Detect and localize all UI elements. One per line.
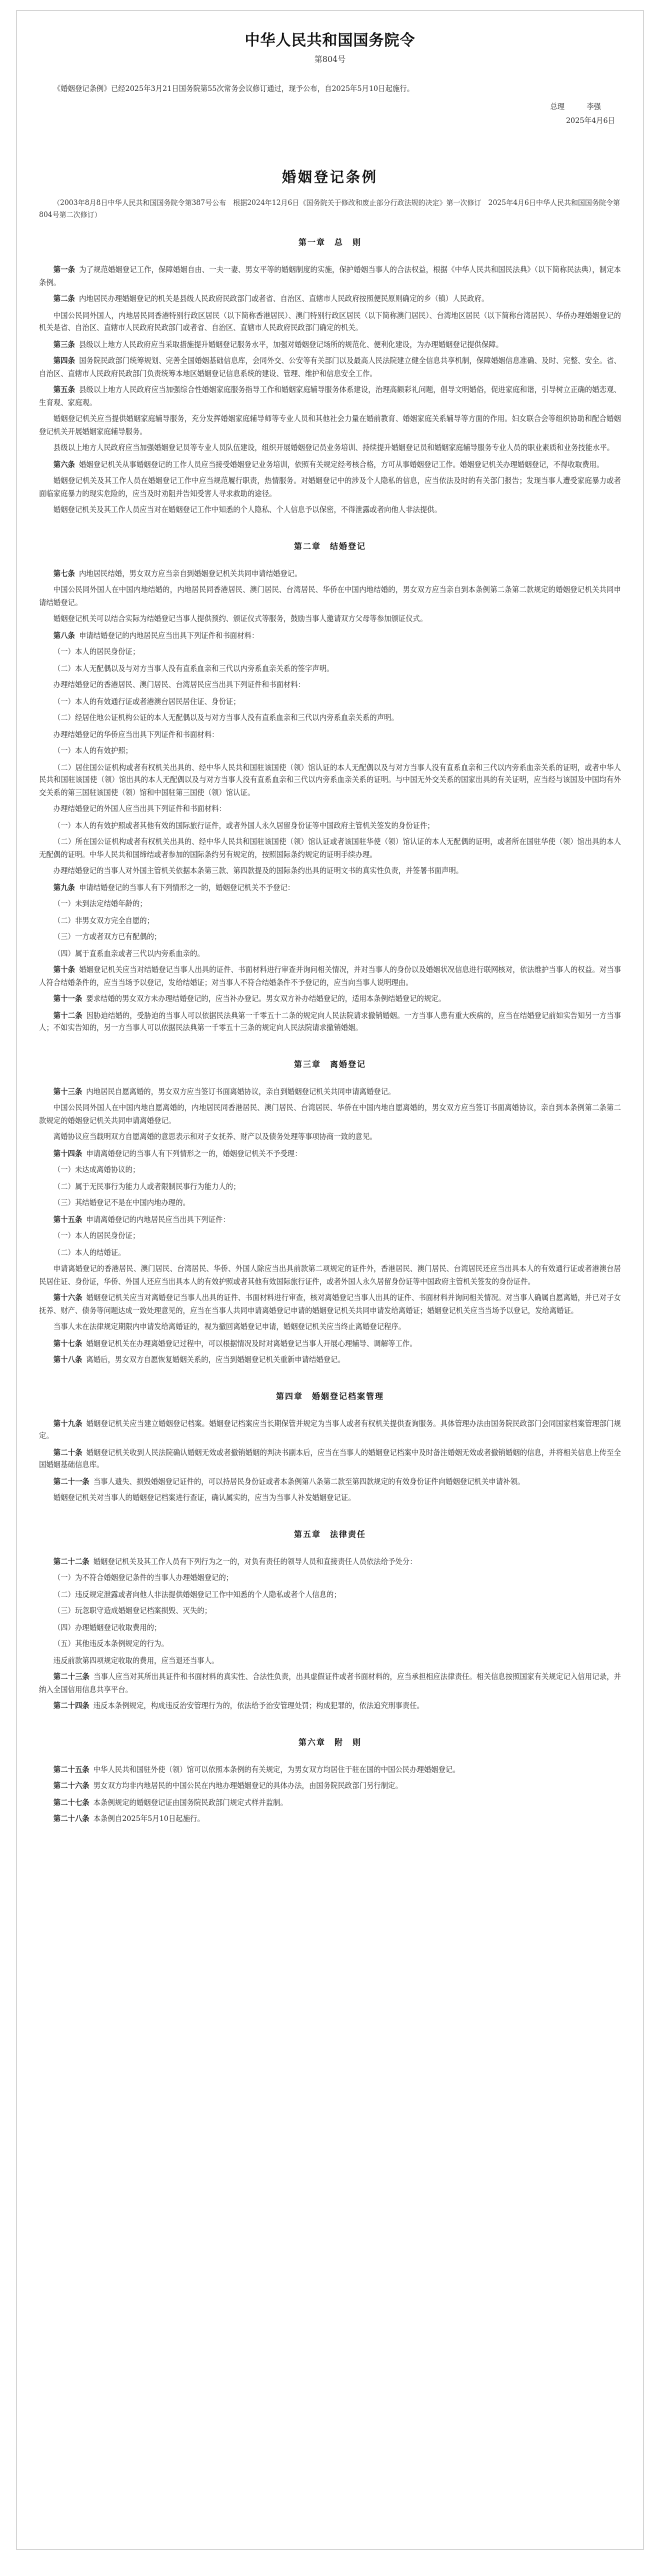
article-paragraph <box>39 355 621 380</box>
article-text: 离婚后，男女双方自愿恢复婚姻关系的，应当到婚姻登记机关重新申请结婚登记。 <box>86 1355 345 1364</box>
article-paragraph <box>39 1148 621 1161</box>
article-text: 婚姻登记机关及其工作人员应当对在婚姻登记工作中知悉的个人隐私、个人信息予以保密，不得泄露或者向他人非法提供。 <box>53 505 442 514</box>
article-number: 第十九条 <box>53 1418 83 1428</box>
article-text: 离婚协议应当载明双方自愿离婚的意思表示和对子女抚养、财产以及债务处理等事项协商一致的意见。 <box>53 1132 377 1141</box>
article-paragraph <box>39 264 621 289</box>
article-paragraph <box>39 1418 621 1443</box>
article-number: 第十三条 <box>53 1086 83 1096</box>
article-text: 县级以上地方人民政府应当加强综合性婚姻家庭服务指导工作和婚姻家庭辅导服务体系建设，治理高额彩礼问题，倡导文明婚俗，促进家庭和谐，引导树立正确的婚恋观、生育观、家庭观。 <box>39 385 621 407</box>
article-paragraph <box>39 1764 621 1777</box>
signer-role: 总理 <box>550 102 565 111</box>
article-text: （一）本人的有效护照； <box>53 746 133 755</box>
article-text: 内地居民自愿离婚的，男女双方应当签订书面离婚协议，亲自到婚姻登记机关共同申请离婚登记。 <box>86 1086 396 1096</box>
article-number: 第九条 <box>53 882 75 892</box>
decree-body: 《婚姻登记条例》已经2025年3月21日国务院第55次常务会议修订通过，现予公布，自2025年5月10日起施行。 <box>53 84 415 93</box>
article-paragraph <box>39 1589 621 1602</box>
article-number: 第十四条 <box>53 1148 83 1158</box>
article-paragraph <box>39 459 621 472</box>
article-number: 第二十五条 <box>53 1764 90 1774</box>
article-paragraph <box>39 1263 621 1288</box>
article-paragraph <box>39 1572 621 1585</box>
article-paragraph <box>39 1292 621 1317</box>
article-paragraph <box>39 931 621 944</box>
article-text: 婚姻登记机关应当对离婚登记当事人出具的证件、书面材料进行审查，核对离婚登记当事人出具的证件、书面材料并询问相关情况。对当事人确属自愿离婚，并已对子女抚养、财产、债务等问题达成一致处理意见的，应当在当事人共同申请离婚登记申请的婚姻登记机关共同申请发给离婚证；婚姻登记机关应当当场予以登记，发给离婚证。 <box>39 1293 621 1315</box>
article-text: 中国公民同外国人，内地居民同香港特别行政区居民（以下简称香港居民）、澳门特别行政区居民（以下简称澳门居民）、台湾地区居民（以下简称台湾居民）、华侨办理婚姻登记的机关是省、自治区、直辖市人民政府民政部门或者省、自治区、直辖市人民政府民政部门确定的机关。 <box>39 310 621 332</box>
article-text: （二）经居住地公证机构公证的本人无配偶以及与对方当事人没有直系血亲和三代以内旁系血亲关系的声明。 <box>53 713 399 722</box>
article-paragraph <box>39 729 621 742</box>
article-text: （一）未达成离婚协议的； <box>53 1165 140 1174</box>
article-paragraph <box>39 1247 621 1260</box>
article-text: 婚姻登记机关应当对结婚登记当事人出具的证件、书面材料进行审查并询问相关情况，并对当事人的身份以及婚姻状况信息进行联网核对，依法维护当事人的权益。对当事人符合结婚条件的，应当当场予以登记，发给结婚证；对当事人不符合结婚条件不予登记的，应当向当事人说明理由。 <box>39 965 621 987</box>
article-number: 第十五条 <box>53 1214 83 1224</box>
article-text: 违反本条例规定，构成违反治安管理行为的，依法给予治安管理处罚；构成犯罪的，依法追究刑事责任。 <box>93 1701 424 1710</box>
article-paragraph <box>39 803 621 816</box>
article-paragraph <box>39 1338 621 1351</box>
article-paragraph <box>39 836 621 861</box>
chapter-heading: 第六章 附 则 <box>298 1736 362 1747</box>
article-text: （五）其他违反本条例规定的行为。 <box>53 1639 169 1648</box>
article-text: 男女双方均非内地居民的中国公民在内地办理婚姻登记的具体办法，由国务院民政部门另行制定。 <box>93 1781 403 1790</box>
revision-note: （2003年8月8日中华人民共和国国务院令第387号公布 根据2024年12月6日《国务院关于修改和废止部分行政法规的决定》第一次修订 2025年4月6日中华人民共和国国务院令第804号第二次修订） <box>39 199 620 219</box>
article-paragraph <box>39 1655 621 1668</box>
article-number: 第十一条 <box>53 994 83 1003</box>
article-paragraph <box>39 1476 621 1489</box>
regulation-title: 婚姻登记条例 <box>282 170 378 186</box>
article-text: 中华人民共和国驻外使（领）馆可以依照本条例的有关规定，为男女双方均居住于驻在国的中国公民办理婚姻登记。 <box>93 1764 460 1774</box>
article-number: 第十二条 <box>53 1010 83 1020</box>
article-text: 当事人遗失、损毁婚姻登记证件的，可以持居民身份证或者本条例第八条第二款至第四款规定的有效身份证件向婚姻登记机关申请补领。 <box>93 1476 525 1486</box>
article-text: 为了规范婚姻登记工作，保障婚姻自由、一夫一妻、男女平等的婚姻制度的实施，保护婚姻当事人的合法权益，根据《中华人民共和国民法典》（以下简称民法典），制定本条例。 <box>39 265 621 287</box>
article-text: （一）本人的居民身份证； <box>53 1231 140 1240</box>
article-text: （二）违反规定泄露或者向他人非法提供婚姻登记工作中知悉的个人隐私或者个人信息的； <box>53 1589 341 1599</box>
article-text: （一）本人的有效护照或者其他有效的国际旅行证件，或者外国人永久居留身份证等中国政府主管机关签发的身份证件； <box>53 820 435 830</box>
article-number: 第二条 <box>53 294 75 303</box>
article-paragraph <box>39 1230 621 1243</box>
chapter-heading: 第二章 结婚登记 <box>294 540 366 551</box>
article-paragraph <box>39 993 621 1006</box>
article-text: 申请离婚登记的内地居民应当出具下列证件： <box>86 1214 230 1224</box>
article-text: （二）本人无配偶以及与对方当事人没有直系血亲和三代以内旁系血亲关系的签字声明。 <box>53 663 334 673</box>
article-paragraph <box>39 630 621 643</box>
article-number: 第二十八条 <box>53 1814 90 1823</box>
article-text: （二）非男女双方完全自愿的； <box>53 915 155 925</box>
article-paragraph <box>39 948 621 961</box>
article-text: 当事人应当对其所出具证件和书面材料的真实性、合法性负责，出具虚假证件或者书面材料的，应当承担相应法律责任。相关信息按照国家有关规定记入信用记录，并纳入全国信用信息共享平台。 <box>39 1672 621 1694</box>
article-paragraph <box>39 1354 621 1367</box>
article-text: （二）本人的结婚证。 <box>53 1247 126 1257</box>
article-number: 第一条 <box>53 265 76 274</box>
article-text: （四）办理婚姻登记收取费用的； <box>53 1622 162 1632</box>
article-number: 第十条 <box>53 965 76 974</box>
article-text: 办理结婚登记的当事人对外国主管机关依据本条第三款、第四款提及的国际条约出具的证明文书的真实性负责，并签署书面声明。 <box>53 866 464 875</box>
article-paragraph <box>39 1164 621 1177</box>
article-number: 第三条 <box>53 339 75 349</box>
article-text: 婚姻登记机关可以结合实际为结婚登记当事人提供预约、颁证仪式等服务，鼓励当事人邀请双方父母等参加颁证仪式。 <box>53 614 428 623</box>
article-paragraph <box>39 696 621 709</box>
article-paragraph <box>39 413 621 438</box>
article-paragraph <box>39 712 621 725</box>
article-text: 婚姻登记机关及其工作人员在婚姻登记工作中应当规范履行职责，热情服务。对婚姻登记中的涉及个人隐私的信息，应当依法及时的有关部门报告；发现当事人遭受家庭暴力或者面临家庭暴力的现实危险的，应当及时劝阻并告知受害人寻求救助的途径。 <box>39 476 621 498</box>
article-text: 办理结婚登记的香港居民、澳门居民、台湾居民应当出具下列证件和书面材料： <box>53 680 305 689</box>
article-text: 当事人未在法律规定期限内申请发给离婚证的，视为撤回离婚登记申请，婚姻登记机关应当终止离婚登记程序。 <box>53 1322 406 1331</box>
decree-title: 中华人民共和国国务院令 <box>244 31 416 49</box>
article-text: 因胁迫结婚的，受胁迫的当事人可以依据民法典第一千零五十二条的规定向人民法院请求撤销婚姻。一方当事人患有重大疾病的，应当在结婚登记前如实告知另一方当事人；不如实告知的，另一方当事人可以依据民法典第一千零五十三条的规定向人民法院请求撤销婚姻。 <box>39 1010 621 1032</box>
article-text: 内地居民结婚，男女双方应当亲自到婚姻登记机关共同申请结婚登记。 <box>78 568 302 578</box>
article-text: （三）其结婚登记不是在中国内地办理的。 <box>53 1198 190 1207</box>
article-number: 第五条 <box>53 385 76 394</box>
article-text: 要求结婚的男女双方未办理结婚登记的，应当补办登记。男女双方补办结婚登记的，适用本条例结婚登记的规定。 <box>86 994 446 1003</box>
article-text: （一）本人的居民身份证； <box>53 647 140 656</box>
article-text: 县级以上地方人民政府应当加强婚姻登记员等专业人员队伍建设，组织开展婚姻登记员业务培训、持续提升婚姻登记员和婚姻家庭辅导服务专业人员的职业素质和业务技能水平。 <box>53 443 615 452</box>
article-paragraph <box>39 1797 621 1810</box>
article-paragraph <box>39 915 621 928</box>
article-paragraph <box>39 882 621 895</box>
article-paragraph <box>39 820 621 833</box>
decree-signature <box>39 101 621 113</box>
article-text: （三）玩忽职守造成婚姻登记档案损毁、灭失的； <box>53 1606 212 1615</box>
article-text: （一）未到法定结婚年龄的； <box>53 899 147 908</box>
article-paragraph <box>39 1780 621 1793</box>
decree-date: 2025年4月6日 <box>565 116 615 125</box>
article-text: 申请结婚登记的内地居民应当出具下列证件和书面材料： <box>78 630 259 640</box>
article-text: 婚姻登记机关应当提供婚姻家庭辅导服务，充分发挥婚姻家庭辅导师等专业人员和其他社会力量在婚前教育、婚姻家庭关系辅导等方面的作用。妇女联合会等组织协助和配合婚姻登记机关开展婚姻家庭辅导服务。 <box>39 414 621 436</box>
article-paragraph <box>39 1086 621 1099</box>
article-paragraph <box>39 1700 621 1713</box>
article-number: 第七条 <box>53 568 75 578</box>
article-paragraph <box>39 663 621 676</box>
article-text: 县级以上地方人民政府应当采取措施提升婚姻登记服务水平，加强对婚姻登记场所的规范化、便利化建设，为办理婚姻登记提供保障。 <box>78 339 504 349</box>
article-text: 内地居民办理婚姻登记的机关是县级人民政府民政部门或者省、自治区、直辖市人民政府按照便民原则确定的乡（镇）人民政府。 <box>78 294 489 303</box>
article-number: 第二十条 <box>53 1447 83 1457</box>
article-paragraph <box>39 865 621 878</box>
chapter-heading: 第五章 法律责任 <box>294 1528 366 1539</box>
article-number: 第四条 <box>53 356 76 365</box>
article-text: 中国公民同外国人在中国内地自愿离婚的，内地居民同香港居民、澳门居民、台湾居民、华侨在中国内地自愿离婚的，男女双方应当签订书面离婚协议，亲自到本条例第二条第二款规定的婚姻登记机关共同申请离婚登记。 <box>39 1103 621 1125</box>
article-text: 婚姻登记机关从事婚姻登记的工作人员应当接受婚姻登记业务培训，依照有关规定经考核合格，方可从事婚姻登记工作。婚姻登记机关办理婚姻登记，不得收取费用。 <box>78 459 604 469</box>
article-paragraph <box>39 504 621 517</box>
article-text: 婚姻登记机关收到人民法院确认婚姻无效或者撤销婚姻的判决书副本后，应当在当事人的婚姻登记档案中及时备注婚姻无效或者撤销婚姻的信息，并将相关信息上传至全国婚姻基础信息库。 <box>39 1447 621 1469</box>
article-text: 婚姻登记机关在办理离婚登记过程中，可以根据情况及时对离婚登记当事人开展心理辅导、调解等工作。 <box>86 1338 417 1348</box>
article-text: （二）居住国公证机构或者有权机关出具的、经中华人民共和国驻该国使（领）馆认证的本人无配偶以及与对方当事人没有直系血亲和三代以内旁系血亲关系的证明，或者中华人民共和国驻该国使（领）馆出具的本人无配偶以及与对方当事人没有直系血亲和三代以内旁系血亲关系的证明。与中国无外交关系的国家出具的有关证明，应当经与该国及中国均有外交关系的第三国驻该国使（领）馆和中国驻第三国使（领）馆认证。 <box>39 762 621 797</box>
article-text: 中国公民同外国人在中国内地结婚的，内地居民同香港居民、澳门居民、台湾居民、华侨在中国内地结婚的，男女双方应当亲自到本条例第二条第二款规定的婚姻登记机关共同申请结婚登记。 <box>39 585 621 607</box>
article-paragraph <box>39 1321 621 1334</box>
article-paragraph <box>39 584 621 609</box>
article-paragraph <box>39 1813 621 1826</box>
article-text: （一）为不符合婚姻登记条件的当事人办理婚姻登记的； <box>53 1573 234 1582</box>
document-page <box>16 10 644 2550</box>
article-text: （二）所在国公证机构或者有权机关出具的、经中华人民共和国驻该国使（领）馆认证或者该国驻华使（领）馆认证的本人无配偶的证明，或者所在国驻华使（领）馆出具的本人无配偶的证明。中华人民共和国缔结或者参加的国际条约另有规定的，按照国际条约规定的证明手续办理。 <box>39 837 621 859</box>
article-text: 婚姻登记机关对当事人的婚姻登记档案进行查证，确认属实的，应当为当事人补发婚姻登记证。 <box>53 1493 356 1502</box>
article-paragraph <box>39 898 621 911</box>
article-number: 第二十三条 <box>53 1672 90 1681</box>
article-paragraph <box>39 613 621 626</box>
article-text: 本条例自2025年5月10日起施行。 <box>93 1814 205 1823</box>
article-text: 婚姻登记机关应当建立婚姻登记档案。婚姻登记档案应当长期保管并规定为当事人或者有权机关提供查询服务。具体管理办法由国务院民政部门会同国家档案管理部门规定。 <box>39 1418 621 1440</box>
article-number: 第八条 <box>53 630 75 640</box>
article-paragraph <box>39 1638 621 1651</box>
article-paragraph <box>39 1102 621 1127</box>
article-paragraph <box>39 1556 621 1569</box>
article-paragraph <box>39 1447 621 1472</box>
article-paragraph <box>39 568 621 581</box>
article-number: 第二十六条 <box>53 1781 90 1790</box>
article-text: 婚姻登记机关及其工作人员有下列行为之一的，对负有责任的领导人员和直接责任人员依法给予处分： <box>93 1556 417 1566</box>
article-paragraph <box>39 1214 621 1227</box>
article-paragraph <box>39 1605 621 1618</box>
article-number: 第十八条 <box>53 1355 83 1364</box>
article-number: 第二十七条 <box>53 1797 90 1807</box>
article-text: （四）属于直系血亲或者三代以内旁系血亲的。 <box>53 948 205 958</box>
chapter-heading: 第四章 婚姻登记档案管理 <box>276 1390 384 1401</box>
article-paragraph <box>39 310 621 335</box>
article-text: （一）本人的有效通行证或者港澳台居民居住证、身份证； <box>53 696 241 706</box>
article-paragraph <box>39 442 621 455</box>
article-paragraph <box>39 762 621 800</box>
article-text: 申请离婚登记的香港居民、澳门居民、台湾居民、华侨、外国人除应当出具前款第二项规定的证件外，香港居民、澳门居民、台湾居民还应当出具本人的有效通行证或者港澳台居民居住证、身份证，华侨、外国人还应当出具本人的有效护照或者其他有效国际旅行证件，或者外国人永久居留身份证等中国政府主管机关签发的身份证件。 <box>39 1264 621 1286</box>
article-paragraph <box>39 1010 621 1035</box>
signer-name: 李强 <box>586 102 601 111</box>
article-paragraph <box>39 1492 621 1505</box>
article-number: 第十七条 <box>53 1338 83 1348</box>
article-paragraph <box>39 1131 621 1144</box>
chapter-heading: 第三章 离婚登记 <box>294 1058 366 1069</box>
article-paragraph <box>39 384 621 409</box>
article-text: 办理结婚登记的外国人应当出具下列证件和书面材料： <box>53 804 226 813</box>
article-paragraph <box>39 1622 621 1635</box>
article-paragraph <box>39 964 621 989</box>
article-paragraph <box>39 1197 621 1210</box>
article-number: 第二十一条 <box>53 1476 90 1486</box>
article-paragraph <box>39 646 621 659</box>
decree-number: 第804号 <box>314 55 346 64</box>
regulation-body <box>39 237 621 1826</box>
article-paragraph <box>39 1671 621 1696</box>
article-paragraph <box>39 475 621 500</box>
article-paragraph <box>39 339 621 352</box>
article-paragraph <box>39 1181 621 1194</box>
article-text: 本条例规定的婚姻登记证由国务院民政部门规定式样并监制。 <box>93 1797 288 1807</box>
article-number: 第二十四条 <box>53 1701 90 1710</box>
article-text: 违反前款第四项规定收取的费用，应当退还当事人。 <box>53 1655 219 1665</box>
article-paragraph <box>39 679 621 692</box>
chapter-heading: 第一章 总 则 <box>298 237 362 247</box>
article-text: 办理结婚登记的华侨应当出具下列证件和书面材料： <box>53 729 219 739</box>
article-text: 申请离婚登记的当事人有下列情形之一的，婚姻登记机关不予受理： <box>86 1148 302 1158</box>
article-number: 第二十二条 <box>53 1556 90 1566</box>
article-text: 国务院民政部门统筹规划、完善全国婚姻基础信息库，会同外交、公安等有关部门以及最高人民法院建立健全信息共享机制，保障婚姻信息准确、及时、完整、安全。省、自治区、直辖市人民政府民政部门负责统筹本地区婚姻登记信息系统的建设、管理、维护和信息安全工作。 <box>39 356 621 378</box>
article-number: 第六条 <box>53 459 75 469</box>
article-text: （三）一方或者双方已有配偶的； <box>53 932 162 941</box>
article-number: 第十六条 <box>53 1293 83 1302</box>
decree-header <box>39 29 621 65</box>
article-paragraph <box>39 293 621 306</box>
article-text: 申请结婚登记的当事人有下列情形之一的，婚姻登记机关不予登记： <box>78 882 295 892</box>
article-text: （二）属于无民事行为能力人或者限制民事行为能力人的； <box>53 1181 241 1191</box>
article-paragraph <box>39 745 621 758</box>
